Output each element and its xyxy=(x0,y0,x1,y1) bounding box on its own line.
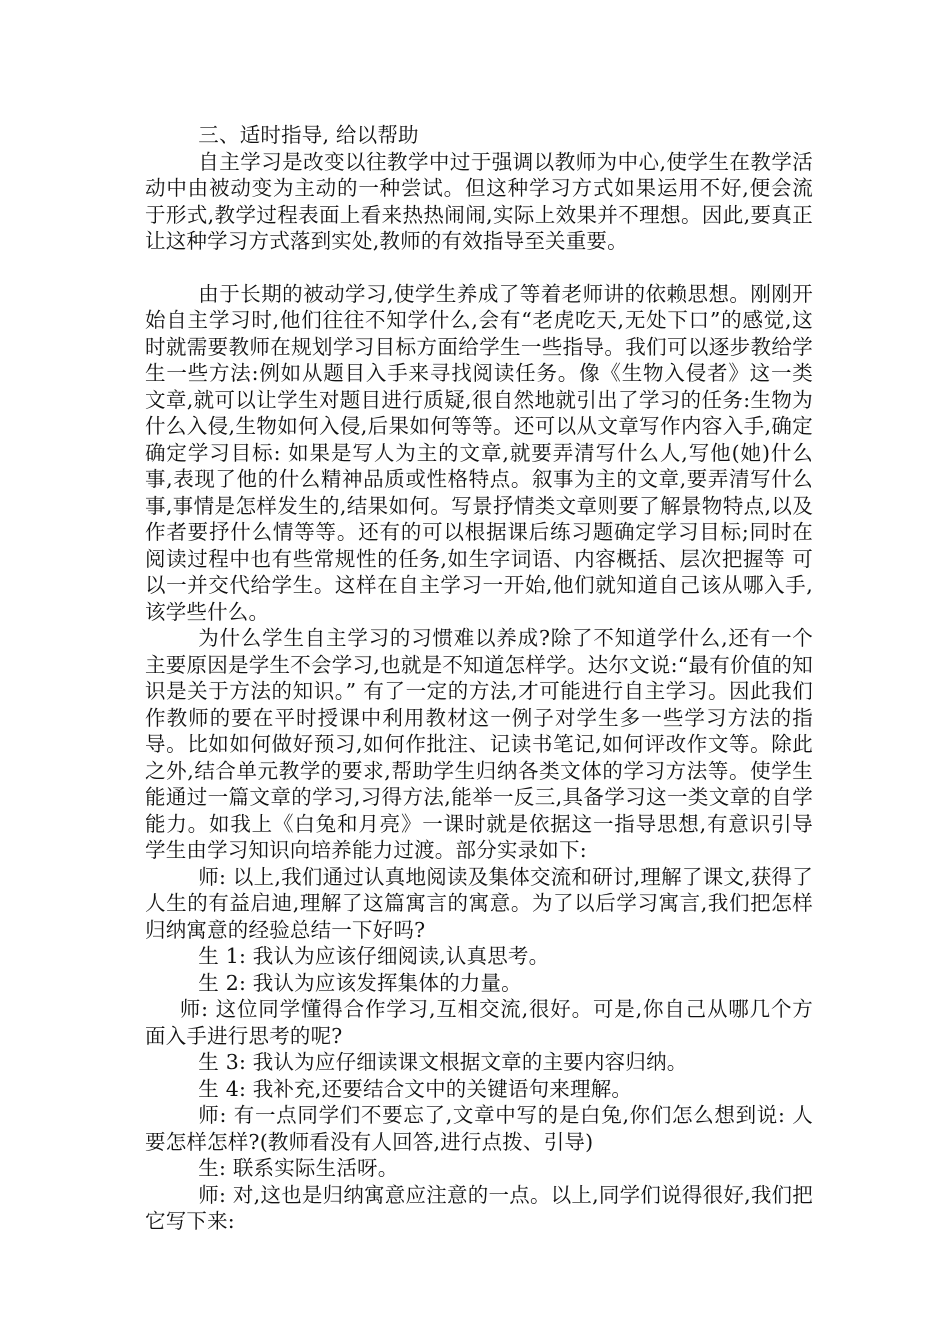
paragraph-goals: 由于长期的被动学习,使学生养成了等着老师讲的依赖思想。刚刚开始自主学习时,他们往往不知学什么,会有“老虎吃天,无处下口”的感觉,这时就需要教师在规划学习目标方面给学生一些指导。我们可以逐步教给学生一些方法:例如从题目入手来寻找阅读任务。像《生物入侵者》这一类文章,就可以让学生对题目进行质疑,很自然地就引出了学习的任务:生物为什么入侵,生物如何入侵,后果如何等等。还可以从文章写作内容入手,确定确定学习目标: 如果是写人为主的文章,就要弄清写什么人,写他(她)什么事,表现了他的什么精神品质或性格特点。叙事为主的文章,要弄清写什么事,事情是怎样发生的,结果如何。写景抒情类文章则要了解景物特点,以及作者要抒什么情等等。还有的可以根据课后练习题确定学习目标;同时在阅读过程中也有些常规性的任务,如生字词语、内容概括、层次把握等 可以一并交代给学生。这样在自主学习一开始,他们就知道自己该从哪入手,该学些什么。 xyxy=(145,281,813,624)
dialogue-line: 生 2: 我认为应该发挥集体的力量。 xyxy=(198,970,522,995)
dialogue-line: 师: 以上,我们通过认真地阅读及集体交流和研讨,理解了课文,获得了人生的有益启迪,理解了这篇寓言的寓意。为了以后学习寓言,我们把怎样归纳寓意的经验总结一下好吗? xyxy=(145,864,813,942)
dialogue-line: 生: 联系实际生活呀。 xyxy=(198,1156,399,1180)
paragraph-intro: 自主学习是改变以往教学中过于强调以教师为中心,使学生在教学活动中由被动变为主动的一种尝试。但这种学习方式如果运用不好,便会流于形式,教学过程表面上看来热热闹闹,实际上效果并不理想。因此,要真正让这种学习方式落到实处,教师的有效指导至关重要。 xyxy=(145,149,813,253)
dialogue-line: 生 3: 我认为应仔细读课文根据文章的主要内容归纳。 xyxy=(198,1050,688,1074)
paragraph-gap xyxy=(145,255,813,281)
dialogue-line: 生 4: 我补充,还要结合文中的关键语句来理解。 xyxy=(198,1076,633,1101)
dialogue-line: 师: 对,这也是归纳寓意应注意的一点。以上,同学们说得很好,我们把它写下来: xyxy=(145,1182,813,1233)
document-body xyxy=(145,122,813,1235)
dialogue-line: 生 1: 我认为应该仔细阅读,认真思考。 xyxy=(198,944,550,968)
dialogue-line: 师: 有一点同学们不要忘了,文章中写的是白兔,你们怎么想到说: 人要怎样怎样?(教师看没有人回答,进行点拨、引导) xyxy=(145,1103,813,1154)
paragraph-methods: 为什么学生自主学习的习惯难以养成?除了不知道学什么,还有一个主要原因是学生不会学习,也就是不知道怎样学。达尔文说:“最有价值的知识是关于方法的知识。” 有了一定的方法,才可能进行自主学习。因此我们作教师的要在平时授课中利用教材这一例子对学生多一些学习方法的指导。比如如何做好预习,如何作批注、记读书笔记,如何评改作文等。除此之外,结合单元教学的要求,帮助学生归纳各类文体的学习方法等。使学生能通过一篇文章的学习,习得方法,能举一反三,具备学习这一类文章的自学能力。如我上《白兔和月亮》一课时就是依据这一指导思想,有意识引导学生由学习知识向培养能力过渡。部分实录如下: xyxy=(145,626,813,862)
section-heading: 三、适时指导, 给以帮助 xyxy=(198,123,419,147)
dialogue-line: 师: 这位同学懂得合作学习,互相交流,很好。可是,你自己从哪几个方面入手进行思考的呢? xyxy=(145,997,813,1048)
